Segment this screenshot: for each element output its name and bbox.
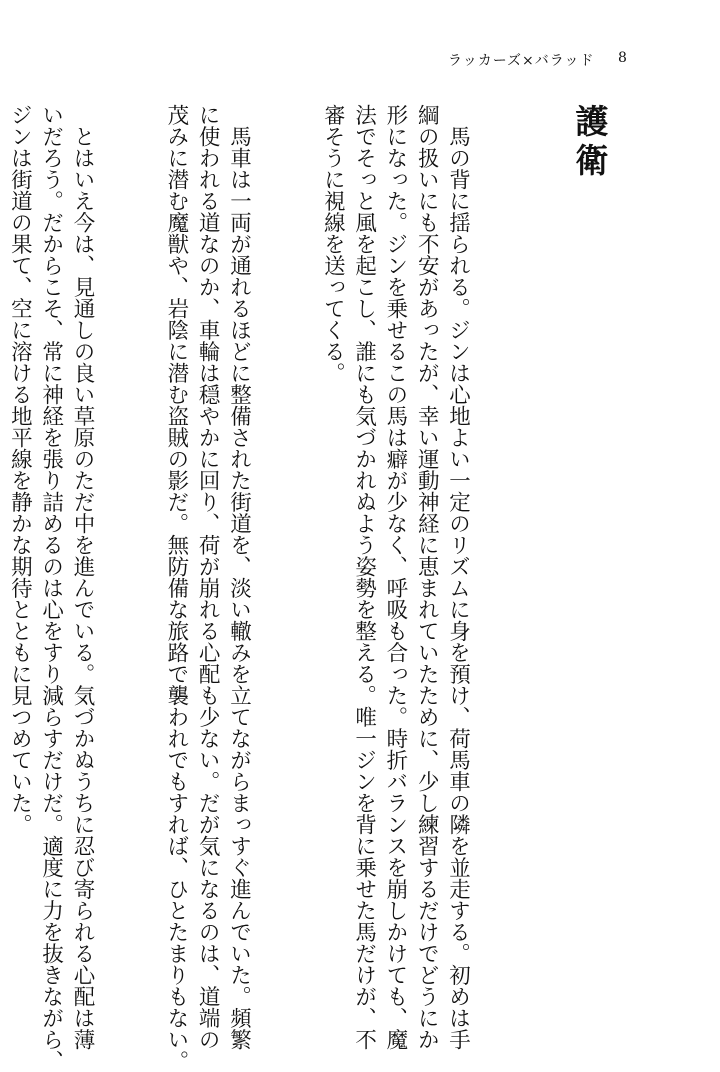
paragraph: 馬の背に揺られる。ジンは心地よい一定のリズムに身を預け、荷馬車の隣を並走する。初めは手 綱の扱いにも不安があったが、幸い運動神経に恵まれていたために、少し練習するだけでどうにか 形になった。ジンを乗せるこの馬は癖が少なく、呼吸も合った。時折バランスを崩しかけても、魔 法でそっと風を起こし、誰にも気づかれぬよう姿勢を整える。唯一ジンを背に乗せた馬だけが、不 審そうに視線を送ってくる。 <box>320 104 471 1050</box>
paragraph: 馬車は一両が通れるほどに整備された街道を、淡い轍みを立てながらまっすぐ進んでいた。頻繁 に使われる道なのか、車輪は穏やかに回り、荷が崩れる心配も少ない。だが気になるのは、道端の 茂みに潜む魔獣や、岩陰に潜む盗賊の影だ。無防備な旅路で襲われでもすれば、ひとたまりもない。 <box>163 104 252 1072</box>
chapter-title: 護衛 <box>570 104 610 182</box>
running-header-title: ラッカーズ×バラッド <box>448 53 595 69</box>
vertical-text-body <box>7 104 668 1072</box>
paragraph: とはいえ今は、見通しの良い草原のただ中を進んでいる。気づかぬうちに忍び寄られる心配は薄 いだろう。だからこそ、常に神経を張り詰めるのは心をすり減らすだけだ。適度に力を抜きながら、 ジンは街道の果て、空に溶ける地平線を静かな期待とともに見つめていた。 <box>7 104 95 1072</box>
page-number: 8 <box>618 50 627 66</box>
